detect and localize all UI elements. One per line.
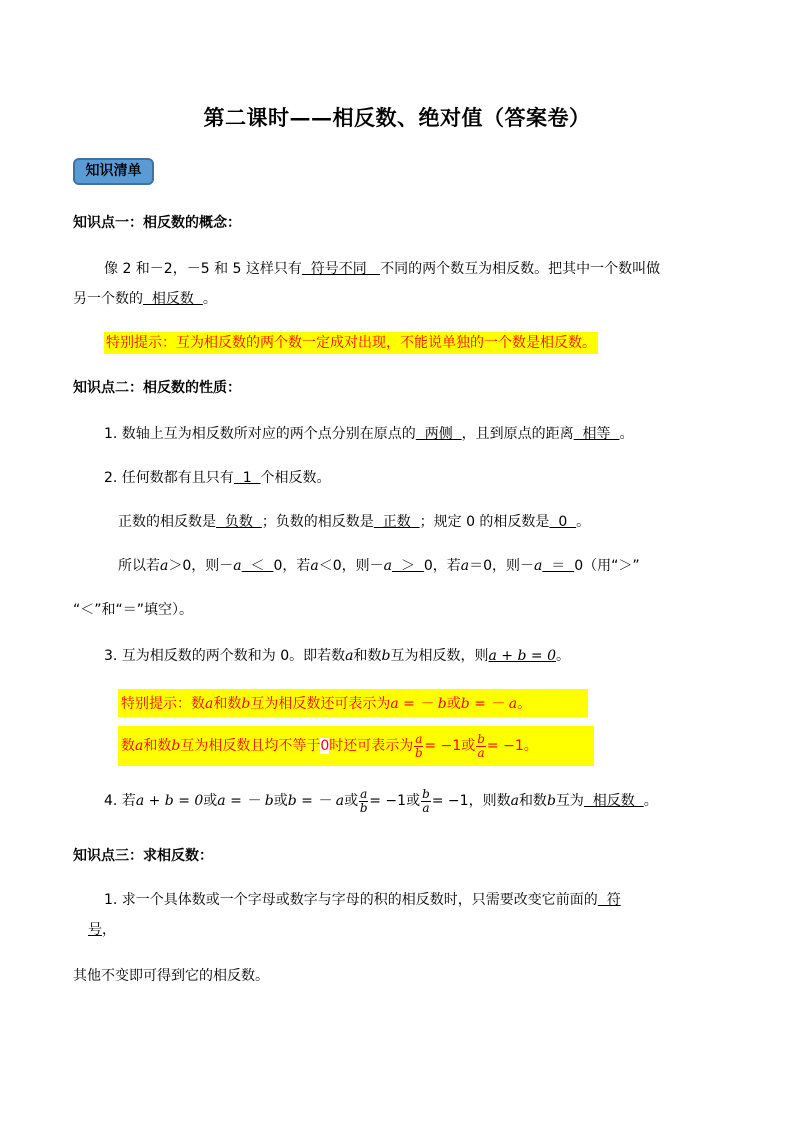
k2-p1: [104, 423, 633, 443]
numerator: b: [477, 731, 485, 746]
k2-p2: [104, 467, 331, 487]
var-a: a: [233, 558, 242, 574]
blank: 相等: [573, 426, 620, 442]
expr: b = － a: [460, 696, 518, 712]
fraction-a-over-b: [359, 788, 368, 815]
blank: 负数: [216, 514, 262, 530]
k2-p6: [104, 645, 570, 665]
text: 个相反数。: [260, 470, 331, 486]
blank: 相反数: [143, 291, 203, 307]
text: 。: [523, 738, 538, 754]
var-b: b: [546, 793, 556, 809]
text: 互为相反数且均不等于: [180, 738, 321, 754]
k1-tip: [104, 332, 598, 352]
numerator: b: [422, 786, 430, 801]
text: 。: [202, 291, 217, 307]
text: ＞0，则－: [168, 558, 234, 574]
text: 3. 互为相反数的两个数和为 0。即若数: [104, 648, 346, 664]
text: 0，若: [273, 558, 311, 574]
text: = −1: [486, 738, 524, 754]
page-title: 第二课时——相反数、绝对值（答案卷）: [203, 105, 591, 130]
text: 或: [406, 793, 421, 809]
k2-tip2: [118, 726, 594, 766]
denominator: b: [359, 800, 368, 815]
text: 数: [121, 738, 135, 754]
tip-text: [118, 689, 588, 717]
text: 。: [619, 426, 634, 442]
expr: a = － b: [390, 696, 447, 712]
blank: 1: [233, 470, 261, 486]
text: 时还可表示为: [329, 738, 414, 754]
var-b: b: [171, 738, 181, 754]
text: 。: [643, 793, 658, 809]
denominator: b: [414, 745, 423, 760]
section-badge: 知识清单: [73, 158, 154, 185]
text: 互为: [555, 793, 584, 809]
text: 互为相反数，则: [390, 648, 489, 664]
heading-k1: 知识点一：相反数的概念：: [73, 215, 241, 231]
blank: 号: [88, 922, 102, 938]
text: 0: [320, 738, 330, 754]
text: 和数: [143, 738, 172, 754]
expr: a + b = 0: [135, 793, 204, 809]
var-a: a: [383, 558, 393, 574]
text: 不同的两个数互为相反数。把其中一个数叫做: [380, 261, 661, 277]
text: 2. 任何数都有且只有: [104, 470, 234, 486]
text: 或: [446, 696, 461, 712]
denominator: a: [477, 745, 485, 760]
heading-k2: 知识点二：相反数的性质：: [73, 380, 241, 396]
fraction-b-over-a: [421, 788, 431, 815]
text: ；负数的相反数是: [261, 514, 374, 530]
text: 4. 若: [104, 793, 136, 809]
blank: ＝: [542, 558, 575, 574]
var-a: a: [510, 793, 519, 809]
k2-p7: [104, 786, 658, 816]
text: 正数的相反数是: [118, 514, 216, 530]
text: 1. 求一个具体数或一个字母或数字与字母的积的相反数时，只需要改变它前面的: [104, 892, 598, 908]
text: ，: [102, 922, 116, 938]
numerator: a: [360, 786, 368, 801]
text: ；规定 0 的相反数是: [419, 514, 550, 530]
text: 和数: [518, 793, 547, 809]
text: 。: [576, 514, 591, 530]
text: 和数: [353, 648, 382, 664]
text: = −1: [431, 793, 469, 809]
var-a: a: [135, 738, 144, 754]
blank: 正数: [373, 514, 420, 530]
text: 像 2 和－2，－5 和 5 这样只有: [104, 261, 302, 277]
denominator: a: [422, 800, 430, 815]
numerator: a: [415, 731, 423, 746]
var-b: b: [241, 696, 251, 712]
k2-p4: [118, 555, 640, 575]
expr: b = － a: [287, 793, 345, 809]
text: ，且到原点的距离: [461, 426, 574, 442]
text: 0（用“＞”: [574, 558, 640, 574]
var-a: a: [205, 696, 214, 712]
k2-p3: [118, 511, 590, 531]
text: 0，若: [423, 558, 461, 574]
var-a: a: [160, 558, 169, 574]
blank: 符号不同: [301, 261, 381, 277]
text: = −1: [424, 738, 462, 754]
text: 。: [555, 648, 570, 664]
text: 或: [273, 793, 288, 809]
blank: 两侧: [415, 426, 462, 442]
var-b: b: [381, 648, 391, 664]
text: 或: [344, 793, 359, 809]
var-a: a: [310, 558, 319, 574]
text: 和数: [213, 696, 242, 712]
fraction-b-over-a: [476, 733, 486, 760]
blank: 符: [597, 892, 621, 908]
fraction-a-over-b: [414, 733, 423, 760]
text: 特别提示：数: [121, 696, 205, 712]
k3-p2: 其他不变即可得到它的相反数。: [73, 968, 269, 984]
blank: ＞: [392, 558, 424, 574]
text: 。: [517, 696, 532, 712]
var-a: a: [460, 558, 470, 574]
blank: a + b = 0: [488, 648, 556, 664]
tip-text: 特别提示：互为相反数的两个数一定成对出现，不能说单独的一个数是相反数。: [104, 332, 598, 354]
expr: a = － b: [217, 793, 274, 809]
heading-k3: 知识点三：求相反数：: [73, 848, 213, 864]
text: 互为相反数还可表示为: [250, 696, 391, 712]
k2-p5: “＜”和“＝”填空）。: [73, 602, 194, 618]
blank: 相反数: [583, 793, 644, 809]
k2-tip1: [118, 689, 588, 717]
text: 所以若: [118, 558, 160, 574]
text: 或: [203, 793, 218, 809]
text: 1. 数轴上互为相反数所对应的两个点分别在原点的: [104, 426, 416, 442]
blank: 0: [549, 514, 577, 530]
blank: ＜: [241, 558, 274, 574]
text: ＝0，则－: [469, 558, 535, 574]
k1-line1: [104, 258, 660, 278]
text: = −1: [369, 793, 407, 809]
text: 或: [461, 738, 476, 754]
text: ，则数: [468, 793, 511, 809]
k3-p1: [104, 889, 621, 909]
tip-text: [118, 726, 594, 766]
text: ＜0，则－: [318, 558, 384, 574]
var-a: a: [345, 648, 354, 664]
text: 另一个数的: [73, 291, 143, 307]
k1-line2: [73, 288, 217, 308]
var-a: a: [534, 558, 543, 574]
k3-p1-cont: [88, 919, 116, 939]
